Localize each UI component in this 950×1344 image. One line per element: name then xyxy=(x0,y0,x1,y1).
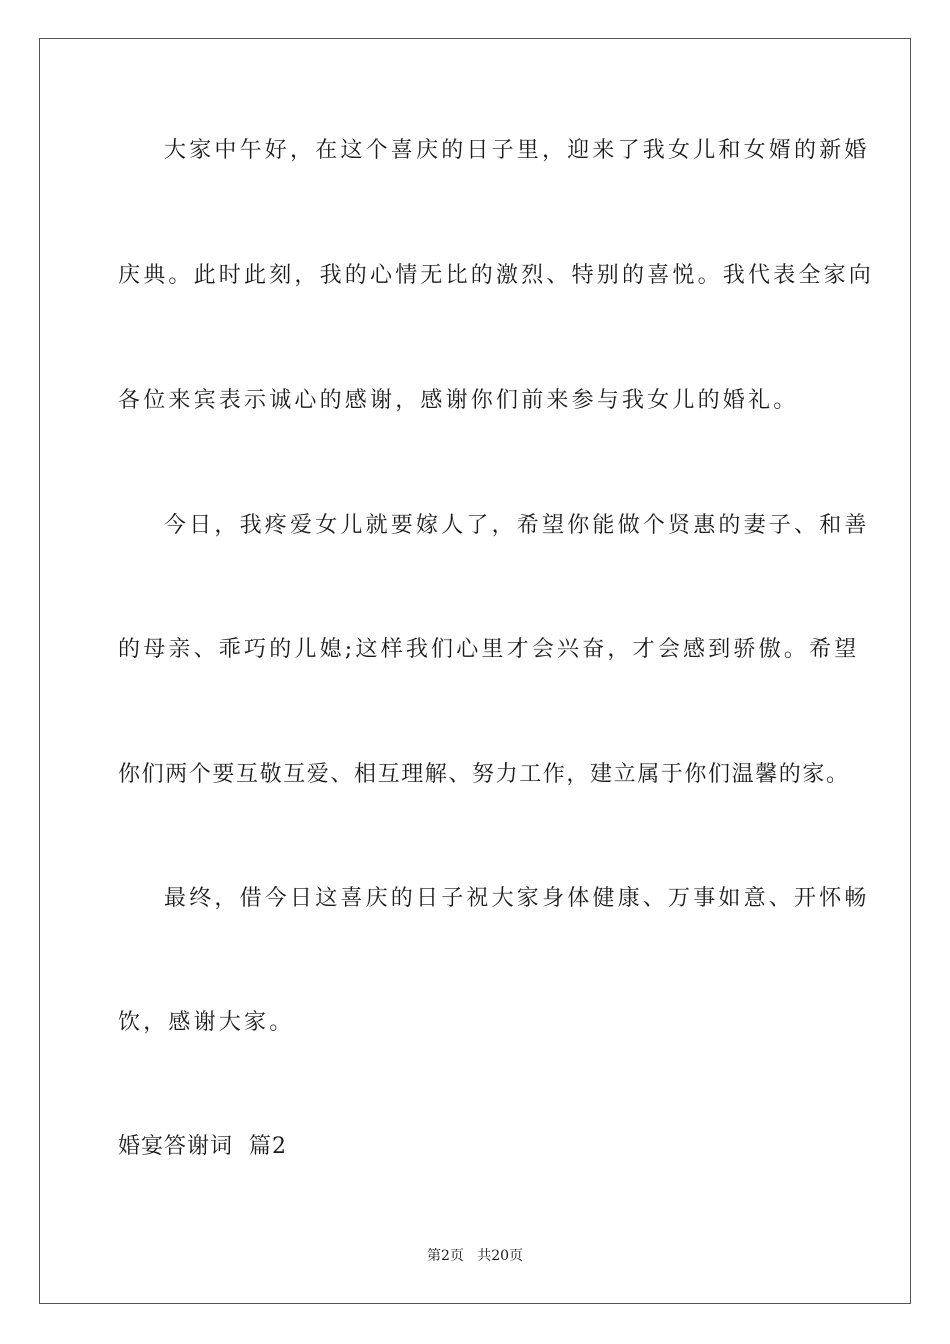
text-line: 最终，借今日这喜庆的日子祝大家身体健康、万事如意、开怀畅 xyxy=(164,886,870,911)
text-line: 大家中午好，在这个喜庆的日子里，迎来了我女儿和女婿的新婚 xyxy=(164,138,870,163)
text-line: 饮，感谢大家。 xyxy=(118,1010,295,1035)
text-line: 各位来宾表示诚心的感谢，感谢你们前来参与我女儿的婚礼。 xyxy=(118,388,799,413)
text-line: 的母亲、乖巧的儿媳;这样我们心里才会兴奋，才会感到骄傲。希望 xyxy=(118,637,860,662)
section-heading: 婚宴答谢词 篇2 xyxy=(118,1134,287,1159)
text-line: 今日，我疼爱女儿就要嫁人了，希望你能做个贤惠的妻子、和善 xyxy=(164,513,870,538)
text-line: 你们两个要互敬互爱、相互理解、努力工作，建立属于你们温馨的家。 xyxy=(118,762,850,787)
page-border xyxy=(39,38,911,1304)
text-line: 庆典。此时此刻，我的心情无比的激烈、特别的喜悦。我代表全家向 xyxy=(118,263,875,288)
page-footer: 第2页 共20页 xyxy=(426,1248,524,1264)
